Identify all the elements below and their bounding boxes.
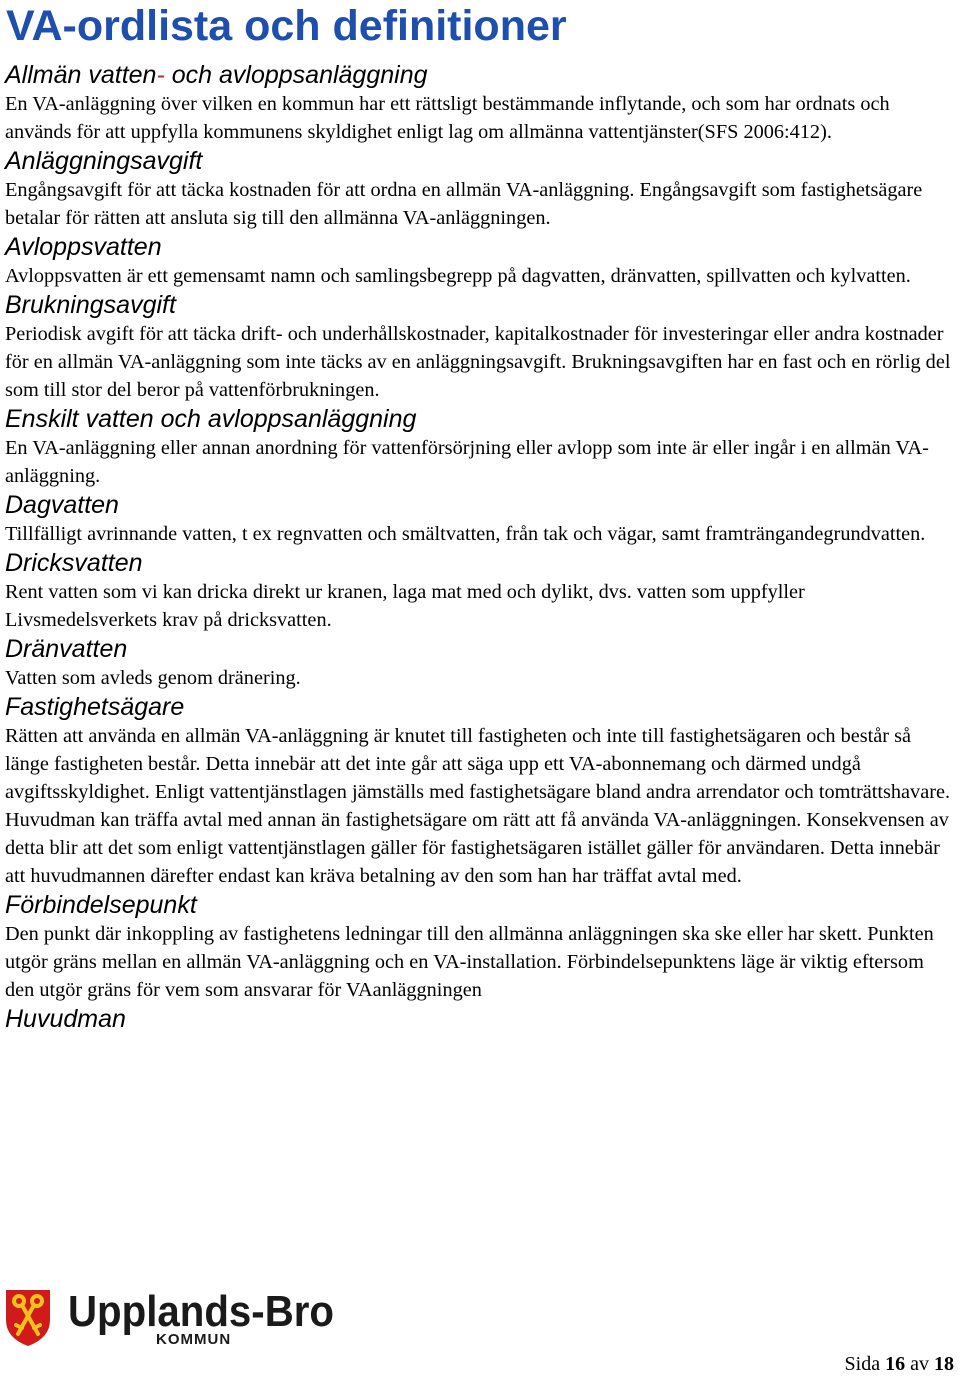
logo-wordmark: Upplands-Bro (68, 1287, 334, 1336)
term-dagvatten: Dagvatten (5, 491, 119, 519)
definition: En VA-anläggning eller annan anordning för vattenförsörjning eller avlopp som inte är eller ingår i en allmän VA-anläggning. (5, 437, 929, 487)
logo-subtitle: KOMMUN (156, 1331, 232, 1348)
definition: Periodisk avgift för att täcka drift- och underhållskostnader, kapitalkostnader för investeringar eller andra kostnader för en allmän VA-anläggning som inte täcks av en anläggningsavgift. Brukningsavgiften har en fast och en rörlig del som till stor del beror på vattenförbrukningen. (5, 323, 951, 401)
definition: Den punkt där inkoppling av fastighetens ledningar till den allmänna anläggningen ska ske eller har skett. Punkten utgör gräns mellan en allmän VA-anläggning och en VA-installation. Förbindelsepunktens läge är viktig eftersom den utgör gräns för vem som ansvarar för VAanläggningen (5, 923, 934, 1001)
logo-graphic (4, 1286, 344, 1348)
glossary (5, 60, 957, 1034)
term-fastighetsagare: Fastighetsägare (5, 693, 185, 721)
term-brukningsavgift: Brukningsavgift (5, 291, 176, 319)
term-dranvatten: Dränvatten (5, 635, 128, 663)
page-number: Sida 16 av 18 (844, 1353, 954, 1375)
term-huvudman: Huvudman (5, 1005, 126, 1033)
term-anlaggningsavgift: Anläggningsavgift (5, 147, 203, 175)
upplands-bro-logo (4, 1286, 344, 1348)
definition: Engångsavgift för att täcka kostnaden för att ordna en allmän VA-anläggning. Engångsavgift som fastighetsägare betalar för rätten att ansluta sig till den allmänna VA-anläggningen. (5, 179, 923, 229)
definition: Rent vatten som vi kan dricka direkt ur kranen, laga mat med och dylikt, dvs. vatten som uppfyller Livsmedelsverkets krav på dricksvatten. (5, 581, 805, 631)
term-dricksvatten: Dricksvatten (5, 549, 143, 577)
definition: Huvudman kan träffa avtal med annan än fastighetsägare om rätt att få använda VA-anläggningen. Konsekvensen av detta blir att det som enligt vattentjänstlagen gäller för fastighetsägaren istället gäller för användaren. Detta innebär att huvudmannen därefter endast kan kräva betalning av den som han har träffat avtal med. (5, 809, 949, 887)
definition: Avloppsvatten är ett gemensamt namn och samlingsbegrepp på dagvatten, dränvatten, spillvatten och kylvatten. (5, 265, 911, 287)
term-allman-vatten: Allmän vatten- och avloppsanläggning (5, 61, 428, 89)
definition: En VA-anläggning över vilken en kommun har ett rättsligt bestämmande inflytande, och som har ordnats och används för att uppfylla kommunens skyldighet enligt lag om allmänna vattentjänster(SFS 2006:412). (5, 93, 890, 143)
term-forbindelsepunkt: Förbindelsepunkt (5, 891, 197, 919)
definition: Vatten som avleds genom dränering. (5, 667, 301, 689)
page-title: VA-ordlista och definitioner (6, 2, 567, 50)
term-avloppsvatten: Avloppsvatten (5, 233, 162, 261)
term-enskilt-vatten: Enskilt vatten och avloppsanläggning (5, 405, 417, 433)
definition: Tillfälligt avrinnande vatten, t ex regnvatten och smältvatten, från tak och vägar, samt framträngandegrundvatten. (5, 523, 926, 545)
definition: Rätten att använda en allmän VA-anläggning är knutet till fastigheten och inte till fastighetsägaren och består så länge fastigheten består. Detta innebär att det inte går att säga upp ett VA-abonnemang och därmed undgå avgiftsskyldighet. Enligt vattentjänstlagen jämställs med fastighetsägare bland andra arrendator och tomträttshavare. (5, 725, 951, 803)
